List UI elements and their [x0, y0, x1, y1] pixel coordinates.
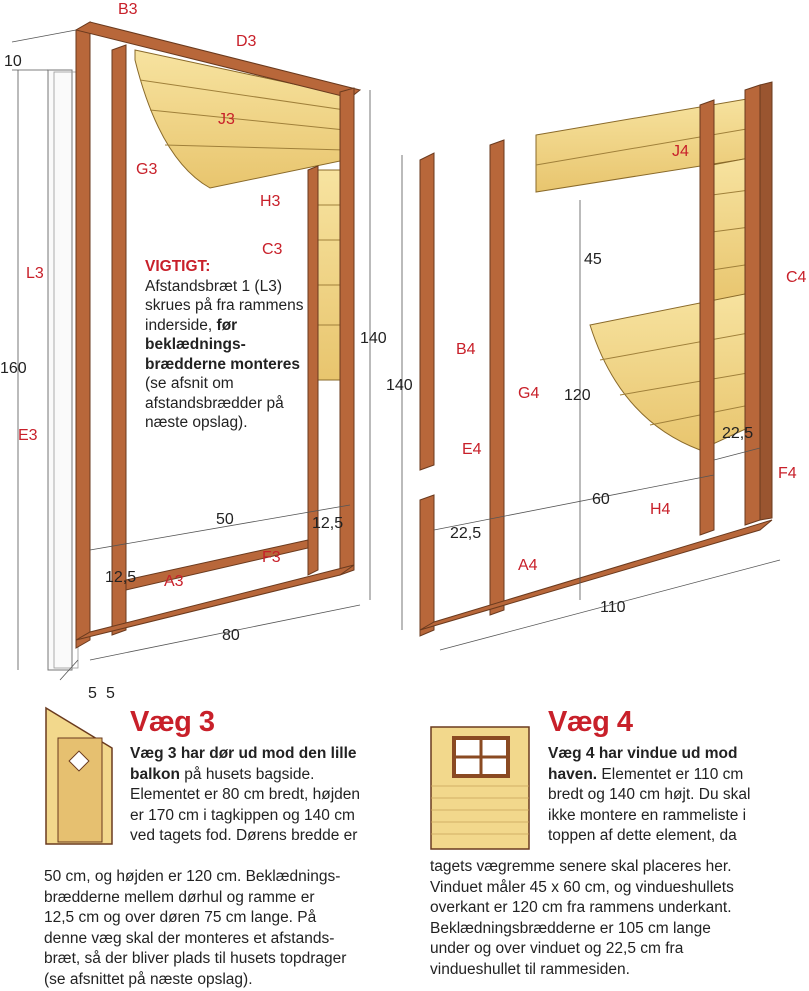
- label-b3: B3: [118, 1, 138, 18]
- label-h4: H4: [650, 501, 671, 518]
- wall-3-line1: på husets bagside.: [184, 765, 315, 783]
- spacer-board-l3: [48, 70, 78, 670]
- dim-160: 160: [0, 360, 27, 377]
- dim-80: 80: [222, 627, 240, 644]
- wall-4-bold-2: haven.: [548, 765, 598, 783]
- wall-4-line11: vindueshullet til rammesiden.: [430, 960, 630, 978]
- dim-5-a: 5: [88, 685, 97, 700]
- wall-4-line7: Vinduet måler 45 x 60 cm, og vindueshullets: [430, 878, 734, 896]
- important-note: [145, 257, 310, 433]
- label-c4: C4: [786, 269, 807, 286]
- wall-3-title: Væg 3: [130, 706, 215, 738]
- label-a3: A3: [164, 573, 184, 590]
- dim-120: 120: [564, 387, 591, 404]
- dim-140-wall3: 140: [360, 330, 387, 347]
- wall-4-line10: under og over vinduet og 22,5 cm fra: [430, 940, 684, 958]
- dim-12-5-left: 12,5: [105, 569, 137, 586]
- wall-3-line7: 12,5 cm og over døren 75 cm lange. På: [44, 909, 317, 927]
- wall-3-desc-top: [130, 744, 380, 847]
- wall-3-line6: brædderne mellem dørhul og ramme er: [44, 888, 315, 906]
- wall-4-line2: Elementet er 110 cm: [601, 765, 744, 783]
- label-f3: F3: [262, 549, 281, 566]
- note-heading: VIGTIGT:: [145, 258, 211, 275]
- dim-22-5-left: 22,5: [450, 525, 482, 542]
- label-a4: A4: [518, 557, 538, 574]
- dim-50: 50: [216, 511, 234, 528]
- wall-3-thumbnail: [44, 706, 114, 846]
- wall-3-line5: 50 cm, og højden er 120 cm. Beklædnings-: [44, 868, 341, 885]
- label-f4: F4: [778, 465, 797, 482]
- dim-60: 60: [592, 491, 610, 508]
- dim-22-5-right: 22,5: [722, 425, 754, 442]
- dim-110: 110: [600, 599, 626, 616]
- label-h3: H3: [260, 193, 281, 210]
- wall-4-bold-1: Væg 4 har vindue ud mod: [548, 745, 738, 762]
- wall-4-line9: Beklædningsbrædderne er 105 cm lange: [430, 919, 711, 937]
- wall-4-line3: bredt og 140 cm højt. Du skal: [548, 786, 751, 804]
- label-j4: J4: [672, 143, 689, 160]
- wall-3-line10: (se afsnittet på næste opslag).: [44, 970, 253, 988]
- dim-45: 45: [584, 251, 602, 268]
- wall-4-thumbnail: [430, 726, 530, 850]
- label-d3: D3: [236, 33, 257, 50]
- dim-12-5-right: 12,5: [312, 515, 344, 532]
- wall-3-line4: ved tagets fod. Dørens bredde er: [130, 827, 358, 845]
- label-l3: L3: [26, 265, 44, 282]
- wall-4-line6: tagets vægremme senere skal placeres her.: [430, 858, 732, 875]
- wall-3-line3: er 170 cm i tagkippen og 140 cm: [130, 806, 355, 824]
- cladding-c4: [590, 155, 765, 450]
- wall-4-title: Væg 4: [548, 706, 633, 738]
- wall-4-line5: toppen af dette element, da: [548, 827, 737, 845]
- wall-3-line9: bræt, så der bliver plads til husets topdrager: [44, 950, 347, 968]
- wall-4-desc-bottom: [430, 857, 790, 981]
- wall-3-line2: Elementet er 80 cm bredt, højden: [130, 786, 361, 804]
- wall-4-desc-top: [548, 744, 788, 847]
- label-g3: G3: [136, 161, 158, 178]
- wall-4-line8: overkant er 120 cm fra rammens underkant.: [430, 899, 732, 917]
- label-j3: J3: [218, 111, 235, 128]
- label-g4: G4: [518, 385, 540, 402]
- wall-3-desc-bottom: [44, 867, 384, 991]
- wall-3-bold: Væg 3 har dør ud mod den lille balkon: [130, 745, 357, 783]
- label-c3: C3: [262, 241, 283, 258]
- dim-10: 10: [4, 53, 22, 70]
- wall-4-line4: ikke montere en rammeliste i: [548, 806, 747, 824]
- note-text-1: Afstandsbræt 1 (L3) skrues på fra rammens inderside,: [145, 277, 304, 334]
- dim-140-wall4: 140: [386, 377, 413, 394]
- label-e4: E4: [462, 441, 482, 458]
- label-e3: E3: [18, 427, 38, 444]
- note-bold: før beklædnings-brædderne monteres: [145, 316, 301, 373]
- dim-5-b: 5: [106, 685, 115, 700]
- note-text-2: (se afsnit om afstandsbrædder på næste opslag).: [145, 375, 284, 431]
- label-b4: B4: [456, 341, 476, 358]
- wall-3-line8: denne væg skal der monteres et afstands-: [44, 929, 335, 947]
